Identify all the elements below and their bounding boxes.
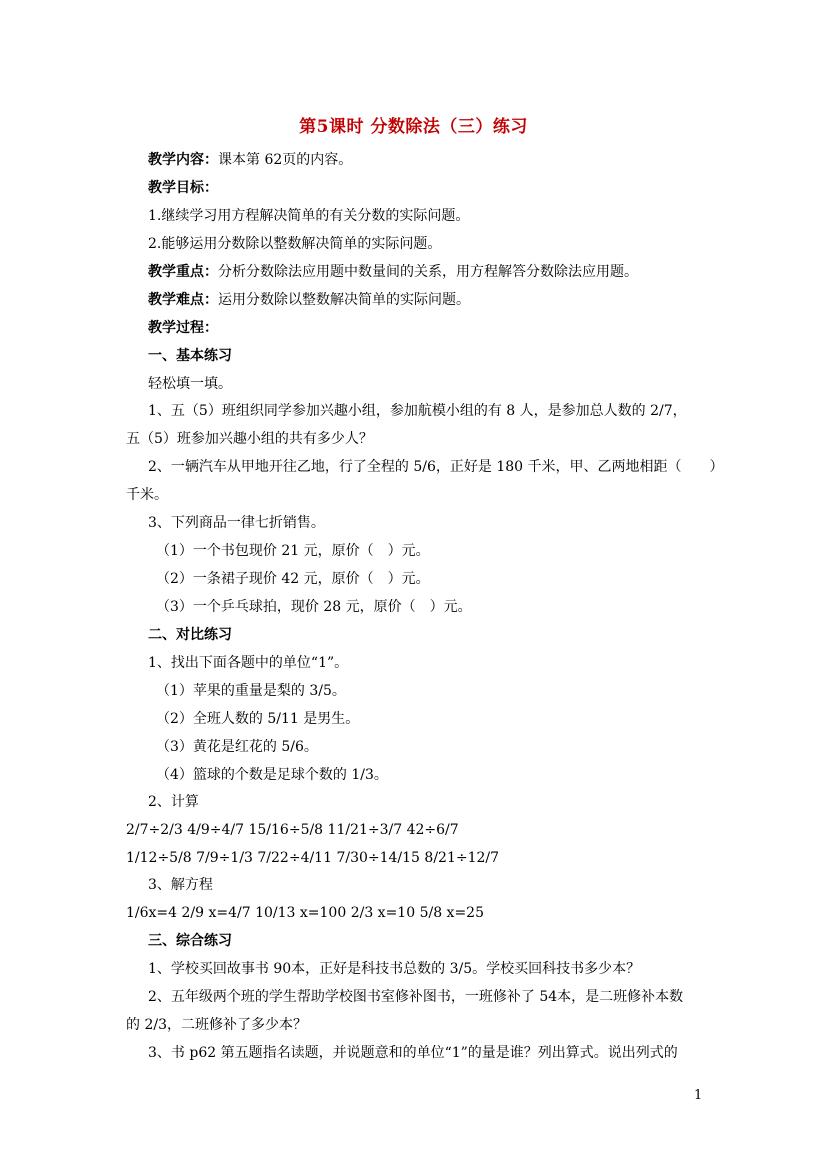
difficulty-line (148, 290, 708, 310)
content-label: 教学内容： (148, 152, 218, 168)
page-number: 1 (694, 1088, 703, 1103)
s2-calc-row-1: 2/7÷2/3 4/9÷4/7 15/16÷5/8 11/21÷3/7 42÷6/7 (126, 822, 459, 838)
s3-question-1: 1、学校买回故事书 90本，正好是科技书总数的 3/5。学校买回科技书多少本？ (148, 961, 641, 977)
s1-question-3: 3、下列商品一律七折销售。 (148, 515, 325, 531)
s1-question-3-item-1: （1）一个书包现价 21 元，原价（ ）元。 (156, 543, 430, 559)
section-1-heading: 一、基本练习 (148, 348, 232, 364)
s1-question-2-line-2: 千米。 (126, 487, 168, 503)
difficulty-text: 运用分数除以整数解决简单的实际问题。 (218, 292, 470, 308)
s3-question-3: 3、书 p62 第五题指名读题，并说题意和的单位“1”的量是谁？列出算式。说出列式的 (148, 1045, 678, 1061)
s1-question-2-line-1: 2、一辆汽车从甲地开往乙地，行了全程的 5/6，正好是 180 千米，甲、乙两地相距（ ） (148, 459, 724, 475)
s2-question-3: 3、解方程 (148, 877, 213, 893)
s2-calc-row-2: 1/12÷5/8 7/9÷1/3 7/22÷4/11 7/30÷14/15 8/21÷12/7 (126, 850, 500, 866)
s2-question-1-item-1: （1）苹果的重量是梨的 3/5。 (156, 683, 346, 699)
goal-1: 1.继续学习用方程解决简单的有关分数的实际问题。 (148, 208, 470, 224)
section-3-heading: 三、综合练习 (148, 933, 232, 949)
s2-equation-row: 1/6x=4 2/9 x=4/7 10/13 x=100 2/3 x=10 5/8 x=25 (126, 905, 484, 921)
key-point-line (148, 262, 708, 282)
process-label: 教学过程： (148, 320, 218, 336)
key-point-text: 分析分数除法应用题中数量间的关系，用方程解答分数除法应用题。 (218, 264, 638, 280)
s2-question-1-item-3: （3）黄花是红花的 5/6。 (156, 739, 318, 755)
section-2-heading: 二、对比练习 (148, 627, 232, 643)
goal-2: 2.能够运用分数除以整数解决简单的实际问题。 (148, 236, 442, 252)
key-point-label: 教学重点： (148, 264, 218, 280)
s3-question-2-line-2: 的 2/3，二班修补了多少本？ (126, 1017, 307, 1033)
s3-question-2-line-1: 2、五年级两个班的学生帮助学校图书室修补图书，一班修补了 54本，是二班修补本数 (148, 989, 684, 1005)
s1-question-1-line-1: 1、五（5）班组织同学参加兴趣小组，参加航模小组的有 8 人，是参加总人数的 2/7， (148, 403, 687, 419)
s2-question-2: 2、计算 (148, 794, 199, 810)
s1-question-3-item-2: （2）一条裙子现价 42 元，原价（ ）元。 (156, 571, 430, 587)
s2-question-1: 1、找出下面各题中的单位“1”。 (148, 655, 349, 671)
page-title: 第5课时 分数除法（三）练习 (299, 117, 528, 137)
s1-question-3-item-3: （3）一个乒乓球拍，现价 28 元，原价（ ）元。 (156, 599, 472, 615)
goals-label: 教学目标： (148, 180, 218, 196)
content-line (148, 150, 708, 170)
content-text: 课本第 62页的内容。 (218, 152, 353, 168)
section-1-intro: 轻松填一填。 (148, 376, 232, 392)
s1-question-1-line-2: 五（5）班参加兴趣小组的共有多少人？ (126, 431, 373, 447)
difficulty-label: 教学难点： (148, 292, 218, 308)
s2-question-1-item-4: （4）篮球的个数是足球个数的 1/3。 (156, 767, 388, 783)
s2-question-1-item-2: （2）全班人数的 5/11 是男生。 (156, 711, 360, 727)
